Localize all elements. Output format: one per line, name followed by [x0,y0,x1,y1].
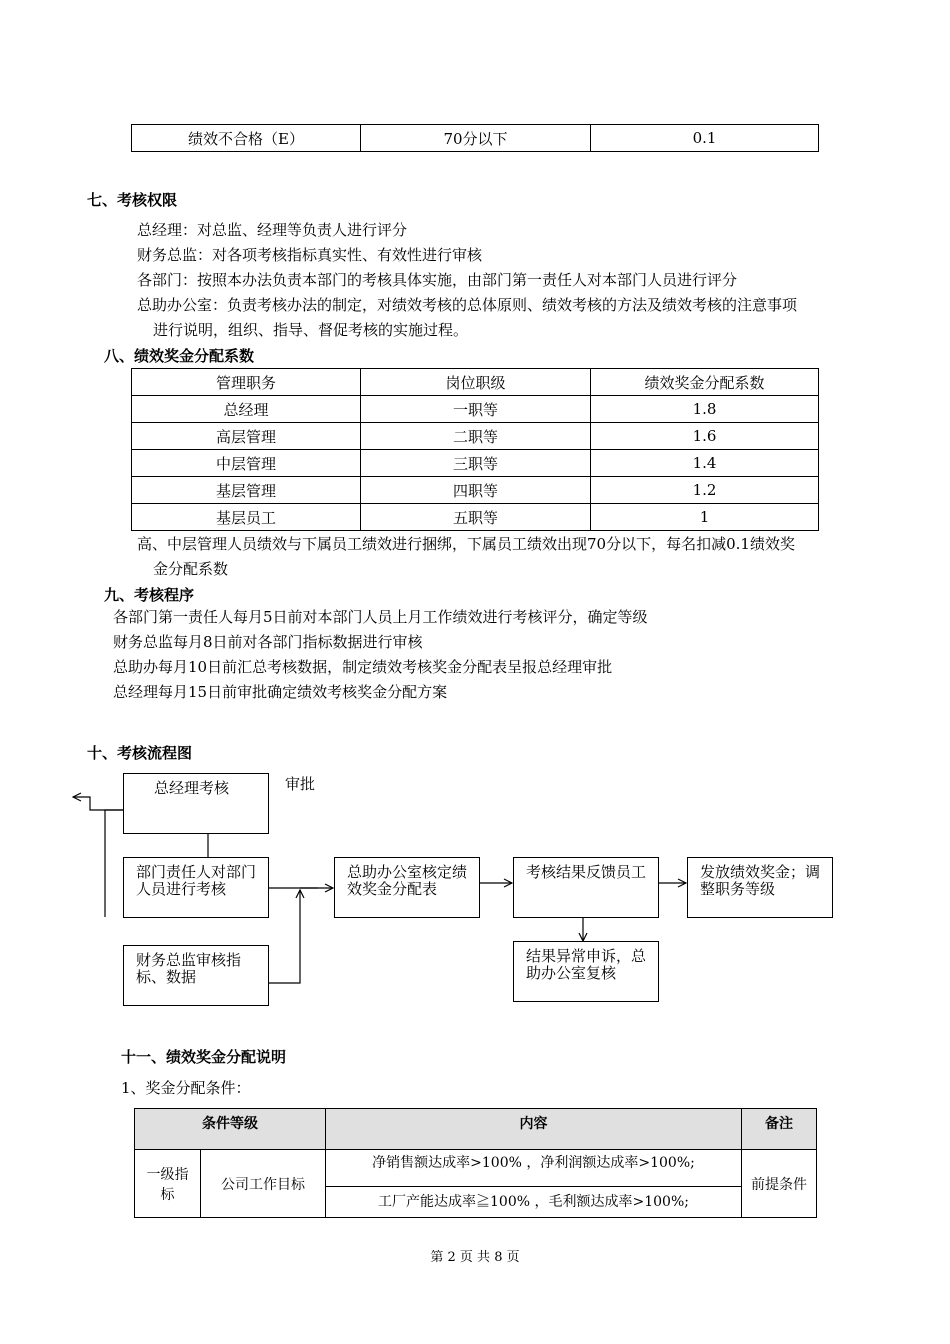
table-cell: 中层管理 [132,450,361,477]
paragraph: 总经理每月15日前审批确定绩效考核奖金分配方案 [113,683,448,701]
table-cell: 一职等 [361,396,591,423]
column-header: 条件等级 [135,1109,326,1150]
table-cell: 70分以下 [361,125,591,152]
table-cell: 1 [591,504,819,531]
section-heading: 十一、绩效奖金分配说明 [121,1048,287,1066]
table-cell: 基层员工 [132,504,361,531]
paragraph: 财务总监：对各项考核指标真实性、有效性进行审核 [137,246,483,264]
table-cell: 公司工作目标 [201,1150,326,1218]
table-cell: 二职等 [361,423,591,450]
paragraph: 1、奖金分配条件： [121,1079,251,1097]
table-cell: 四职等 [361,477,591,504]
table-cell: 一级指标 [135,1150,201,1218]
flow-box-gm-review: 总经理考核 [123,773,269,834]
column-header: 内容 [326,1109,742,1150]
paragraph: 总助办每月10日前汇总考核数据，制定绩效考核奖金分配表呈报总经理审批 [113,658,613,676]
table-cell: 基层管理 [132,477,361,504]
column-header: 岗位职级 [361,369,591,396]
table-cell: 1.8 [591,396,819,423]
paragraph: 总经理：对总监、经理等负责人进行评分 [137,221,408,239]
table-cell: 1.6 [591,423,819,450]
paragraph: 金分配系数 [153,560,229,578]
flow-box-issue-bonus: 发放绩效奖金；调整职务等级 [687,857,833,918]
flow-box-appeal: 结果异常申诉，总助办公室复核 [513,941,659,1002]
flow-box-office-approve: 总助办公室核定绩效奖金分配表 [334,857,480,918]
column-header: 绩效奖金分配系数 [591,369,819,396]
table-header-row [135,1109,817,1150]
connector-finance-to-office [269,890,300,983]
section-heading: 七、考核权限 [87,191,178,209]
paragraph: 进行说明，组织、指导、督促考核的实施过程。 [153,321,469,339]
flow-box-feedback: 考核结果反馈员工 [513,857,659,918]
table-cell: 高层管理 [132,423,361,450]
table-cell: 绩效不合格（E） [132,125,361,152]
paragraph: 高、中层管理人员绩效与下属员工绩效进行捆绑，下属员工绩效出现70分以下，每名扣减0.1绩效奖 [137,535,795,553]
column-header: 管理职务 [132,369,361,396]
section-heading: 九、考核程序 [104,586,195,604]
table-cell: 0.1 [591,125,819,152]
section-heading: 十、考核流程图 [87,744,193,762]
table-cell: 1.2 [591,477,819,504]
paragraph: 财务总监每月8日前对各部门指标数据进行审核 [113,633,423,651]
table-cell: 1.4 [591,450,819,477]
flow-box-dept-review: 部门责任人对部门人员进行考核 [123,857,269,918]
table-row [135,1150,817,1187]
table-cell: 总经理 [132,396,361,423]
paragraph: 总助办公室：负责考核办法的制定，对绩效考核的总体原则、绩效考核的方法及绩效考核的注意事项 [137,296,798,314]
table-cell: 工厂产能达成率≧100% ，毛利额达成率>100%; [326,1187,742,1218]
table-cell: 前提条件 [742,1150,817,1218]
table-cell: 净销售额达成率>100% ，净利润额达成率>100%; [326,1150,742,1187]
bonus-condition-table [134,1108,817,1218]
table-cell: 五职等 [361,504,591,531]
section-heading: 八、绩效奖金分配系数 [104,347,255,365]
approve-label: 审批 [285,775,316,793]
paragraph: 各部门第一责任人每月5日前对本部门人员上月工作绩效进行考核评分，确定等级 [113,608,648,626]
table-cell: 三职等 [361,450,591,477]
page-footer: 第 2 页 共 8 页 [430,1250,520,1265]
flow-box-finance-audit: 财务总监审核指标、数据 [123,945,269,1006]
column-header: 备注 [742,1109,817,1150]
paragraph: 各部门：按照本办法负责本部门的考核具体实施，由部门第一责任人对本部门人员进行评分 [137,271,738,289]
